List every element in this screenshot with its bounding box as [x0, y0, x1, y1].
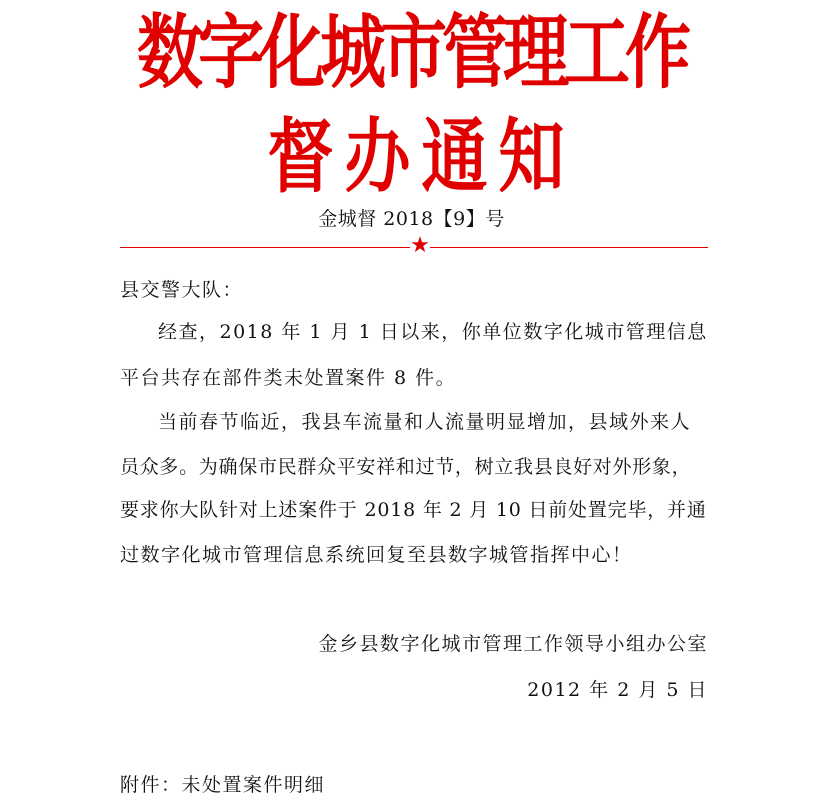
- paragraph2-line1: 当前春节临近，我县车流量和人流量明显增加，县域外来人: [158, 411, 692, 433]
- paragraph1-line2: 平台共存在部件类未处置案件 8 件。: [120, 367, 457, 389]
- paragraph2-line3: 要求你大队针对上述案件于 2018 年 2 月 10 日前处置完毕，并通: [120, 499, 707, 521]
- paragraph2-line4: 过数字化城市管理信息系统回复至县数字城管指挥中心！: [120, 544, 633, 566]
- issuing-office: 金乡县数字化城市管理工作领导小组办公室: [318, 633, 708, 655]
- header-divider-left: [120, 247, 410, 248]
- document-title-line2: 督办通知: [267, 108, 576, 204]
- attachment-note: 附件：未处置案件明细: [120, 774, 326, 796]
- star-icon: ★: [410, 233, 430, 258]
- document-title-line1: 数字化城市管理工作: [137, 4, 686, 100]
- recipient: 县交警大队：: [120, 279, 244, 301]
- issue-date: 2012 年 2 月 5 日: [527, 679, 708, 701]
- document-number: 金城督 2018【9】号: [318, 208, 505, 230]
- header-divider-right: [430, 247, 708, 248]
- paragraph1-line1: 经查，2018 年 1 月 1 日以来，你单位数字化城市管理信息: [158, 321, 708, 343]
- paragraph2-line2: 员众多。为确保市民群众平安祥和过节，树立我县良好对外形象，: [120, 456, 692, 478]
